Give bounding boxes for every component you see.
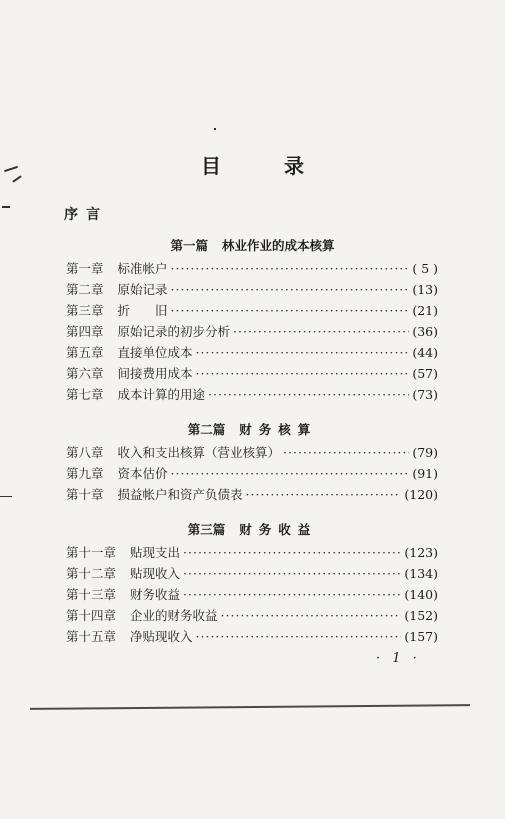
dot-leader bbox=[233, 324, 409, 339]
toc-list-part-1 bbox=[66, 259, 438, 406]
chapter-number: 第十一章 bbox=[66, 545, 117, 560]
page-number: · 1 · bbox=[376, 651, 421, 666]
dot-leader bbox=[183, 566, 401, 581]
part-number: 第二篇 bbox=[187, 422, 226, 437]
chapter-number: 第十章 bbox=[66, 487, 104, 502]
part-title: 财务收益 bbox=[239, 522, 318, 537]
chapter-title: 直接单位成本 bbox=[117, 345, 193, 360]
dot-leader bbox=[283, 445, 409, 460]
part-heading-1 bbox=[0, 236, 505, 254]
dot-leader bbox=[221, 608, 402, 623]
chapter-number: 第十五章 bbox=[66, 629, 117, 644]
page-reference: (91) bbox=[412, 466, 438, 481]
page-reference: (21) bbox=[412, 303, 438, 318]
dot-leader bbox=[183, 545, 401, 560]
preface-entry: 序言 bbox=[64, 207, 108, 223]
scan-speck bbox=[214, 128, 216, 130]
dot-leader bbox=[196, 345, 410, 360]
toc-entry[interactable] bbox=[66, 364, 438, 385]
dot-leader bbox=[171, 282, 410, 297]
toc-entry[interactable] bbox=[66, 343, 438, 364]
scan-speck bbox=[2, 206, 10, 208]
chapter-title: 贴现支出 bbox=[130, 545, 181, 560]
part-heading-2 bbox=[0, 420, 505, 438]
page-reference: (44) bbox=[412, 345, 438, 360]
dot-leader bbox=[171, 303, 410, 318]
chapter-title: 损益帐户和资产负债表 bbox=[117, 487, 243, 502]
toc-entry[interactable] bbox=[66, 385, 438, 406]
toc-list-part-3 bbox=[66, 543, 438, 648]
dot-leader bbox=[208, 387, 409, 402]
page-title: 目 录 bbox=[201, 154, 332, 178]
chapter-title: 原始记录 bbox=[117, 282, 168, 297]
toc-list-part-2 bbox=[66, 443, 438, 506]
chapter-title: 折 旧 bbox=[117, 303, 168, 318]
toc-entry[interactable] bbox=[66, 543, 438, 564]
page-reference: (36) bbox=[412, 324, 438, 339]
chapter-title: 间接费用成本 bbox=[117, 366, 193, 381]
chapter-title: 标准帐户 bbox=[117, 261, 168, 276]
toc-entry[interactable] bbox=[66, 627, 438, 648]
toc-entry[interactable] bbox=[66, 443, 438, 464]
part-title: 林业作业的成本核算 bbox=[222, 238, 335, 253]
dot-leader bbox=[171, 466, 410, 481]
chapter-number: 第十二章 bbox=[66, 566, 117, 581]
chapter-title: 企业的财务收益 bbox=[130, 608, 218, 623]
chapter-number: 第八章 bbox=[66, 445, 104, 460]
toc-entry[interactable] bbox=[66, 259, 438, 280]
chapter-number: 第二章 bbox=[66, 282, 104, 297]
toc-entry[interactable] bbox=[66, 322, 438, 343]
page-reference: (120) bbox=[404, 487, 438, 502]
chapter-number: 第十四章 bbox=[66, 608, 117, 623]
page-reference: (13) bbox=[412, 282, 438, 297]
part-heading-3 bbox=[0, 520, 505, 538]
page-reference: ( 5 ) bbox=[412, 261, 438, 276]
chapter-title: 成本计算的用途 bbox=[117, 387, 206, 402]
chapter-title: 净贴现收入 bbox=[130, 629, 193, 644]
dot-leader bbox=[196, 366, 410, 381]
page-reference: (79) bbox=[412, 445, 438, 460]
toc-entry[interactable] bbox=[66, 585, 438, 606]
toc-entry[interactable] bbox=[66, 301, 438, 322]
scan-speck bbox=[0, 496, 12, 497]
chapter-number: 第六章 bbox=[66, 366, 104, 381]
page-reference: (73) bbox=[412, 387, 438, 402]
toc-entry[interactable] bbox=[66, 485, 438, 506]
toc-entry[interactable] bbox=[66, 464, 438, 485]
page-reference: (134) bbox=[404, 566, 438, 581]
chapter-title: 收入和支出核算（营业核算） bbox=[117, 445, 281, 460]
bottom-rule bbox=[30, 704, 470, 709]
dot-leader bbox=[171, 261, 410, 276]
part-number: 第三篇 bbox=[187, 522, 226, 537]
chapter-number: 第三章 bbox=[66, 303, 104, 318]
dot-leader bbox=[196, 629, 402, 644]
page-reference: (140) bbox=[404, 587, 438, 602]
chapter-number: 第十三章 bbox=[66, 587, 117, 602]
toc-entry[interactable] bbox=[66, 606, 438, 627]
page-reference: (57) bbox=[412, 366, 438, 381]
dot-leader bbox=[246, 487, 402, 502]
chapter-number: 第五章 bbox=[66, 345, 104, 360]
chapter-title: 原始记录的初步分析 bbox=[117, 324, 231, 339]
toc-entry[interactable] bbox=[66, 280, 438, 301]
chapter-title: 贴现收入 bbox=[130, 566, 181, 581]
chapter-title: 资本估价 bbox=[117, 466, 168, 481]
page-reference: (123) bbox=[404, 545, 438, 560]
part-title: 财务核算 bbox=[239, 422, 318, 437]
part-number: 第一篇 bbox=[170, 238, 208, 253]
chapter-number: 第九章 bbox=[66, 466, 104, 481]
dot-leader bbox=[183, 587, 401, 602]
toc-entry[interactable] bbox=[66, 564, 438, 585]
chapter-number: 第一章 bbox=[66, 261, 104, 276]
chapter-number: 第四章 bbox=[66, 324, 104, 339]
chapter-number: 第七章 bbox=[66, 387, 104, 402]
page-reference: (157) bbox=[404, 629, 438, 644]
page-reference: (152) bbox=[404, 608, 438, 623]
chapter-title: 财务收益 bbox=[130, 587, 181, 602]
